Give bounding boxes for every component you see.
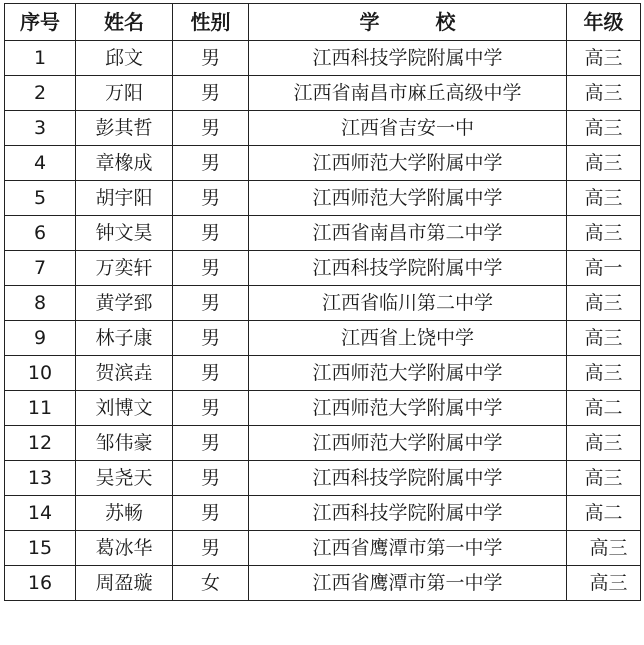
cell-school: 江西科技学院附属中学 <box>249 496 567 531</box>
table-row <box>5 426 641 461</box>
table-row <box>5 461 641 496</box>
cell-school: 江西师范大学附属中学 <box>249 356 567 391</box>
header-gender: 性别 <box>173 4 249 41</box>
cell-gender: 女 <box>173 566 249 601</box>
cell-school: 江西师范大学附属中学 <box>249 426 567 461</box>
cell-gender: 男 <box>173 321 249 356</box>
cell-gender: 男 <box>173 286 249 321</box>
cell-grade: 高三 <box>567 216 641 251</box>
cell-gender: 男 <box>173 76 249 111</box>
cell-name: 黄学郅 <box>76 286 173 321</box>
cell-school: 江西师范大学附属中学 <box>249 181 567 216</box>
table-row <box>5 181 641 216</box>
cell-gender: 男 <box>173 461 249 496</box>
cell-index: 10 <box>5 356 76 391</box>
cell-grade: 高三 <box>567 146 641 181</box>
cell-index: 14 <box>5 496 76 531</box>
cell-name: 葛冰华 <box>76 531 173 566</box>
cell-grade: 高三 <box>567 76 641 111</box>
table-row <box>5 391 641 426</box>
cell-grade: 高三 <box>567 461 641 496</box>
cell-index: 6 <box>5 216 76 251</box>
cell-index: 4 <box>5 146 76 181</box>
cell-gender: 男 <box>173 181 249 216</box>
cell-grade: 高三 <box>567 286 641 321</box>
cell-grade: 高三 <box>567 321 641 356</box>
cell-name: 贺滨垚 <box>76 356 173 391</box>
cell-grade: 高三 <box>567 531 641 566</box>
cell-name: 章橡成 <box>76 146 173 181</box>
cell-gender: 男 <box>173 426 249 461</box>
header-grade: 年级 <box>567 4 641 41</box>
table-row <box>5 321 641 356</box>
cell-school: 江西省鹰潭市第一中学 <box>249 531 567 566</box>
cell-gender: 男 <box>173 216 249 251</box>
cell-grade: 高二 <box>567 391 641 426</box>
cell-gender: 男 <box>173 111 249 146</box>
cell-grade: 高三 <box>567 356 641 391</box>
cell-gender: 男 <box>173 41 249 76</box>
table-row <box>5 216 641 251</box>
cell-grade: 高三 <box>567 426 641 461</box>
cell-index: 7 <box>5 251 76 286</box>
cell-name: 刘博文 <box>76 391 173 426</box>
header-index: 序号 <box>5 4 76 41</box>
cell-grade: 高三 <box>567 566 641 601</box>
table-row <box>5 146 641 181</box>
cell-school: 江西省鹰潭市第一中学 <box>249 566 567 601</box>
cell-grade: 高三 <box>567 181 641 216</box>
student-table-container <box>4 3 640 601</box>
cell-gender: 男 <box>173 531 249 566</box>
cell-name: 苏畅 <box>76 496 173 531</box>
table-row <box>5 531 641 566</box>
cell-gender: 男 <box>173 251 249 286</box>
cell-gender: 男 <box>173 496 249 531</box>
cell-index: 8 <box>5 286 76 321</box>
cell-name: 邹伟豪 <box>76 426 173 461</box>
cell-gender: 男 <box>173 391 249 426</box>
cell-name: 万阳 <box>76 76 173 111</box>
cell-school: 江西科技学院附属中学 <box>249 461 567 496</box>
cell-school: 江西省吉安一中 <box>249 111 567 146</box>
cell-index: 1 <box>5 41 76 76</box>
cell-school: 江西省上饶中学 <box>249 321 567 356</box>
student-table <box>4 3 641 601</box>
table-row <box>5 286 641 321</box>
cell-school: 江西科技学院附属中学 <box>249 41 567 76</box>
cell-index: 5 <box>5 181 76 216</box>
cell-school: 江西省临川第二中学 <box>249 286 567 321</box>
cell-index: 11 <box>5 391 76 426</box>
cell-grade: 高一 <box>567 251 641 286</box>
table-row <box>5 356 641 391</box>
cell-name: 吴尧天 <box>76 461 173 496</box>
cell-index: 16 <box>5 566 76 601</box>
cell-index: 2 <box>5 76 76 111</box>
cell-gender: 男 <box>173 146 249 181</box>
cell-index: 9 <box>5 321 76 356</box>
table-row <box>5 566 641 601</box>
header-school: 学 校 <box>249 4 567 41</box>
cell-grade: 高三 <box>567 41 641 76</box>
table-row <box>5 251 641 286</box>
cell-school: 江西省南昌市麻丘高级中学 <box>249 76 567 111</box>
cell-name: 胡宇阳 <box>76 181 173 216</box>
table-row <box>5 111 641 146</box>
table-row <box>5 496 641 531</box>
cell-name: 邱文 <box>76 41 173 76</box>
cell-school: 江西省南昌市第二中学 <box>249 216 567 251</box>
cell-school: 江西师范大学附属中学 <box>249 146 567 181</box>
table-row <box>5 41 641 76</box>
cell-grade: 高二 <box>567 496 641 531</box>
header-name: 姓名 <box>76 4 173 41</box>
cell-name: 林子康 <box>76 321 173 356</box>
table-row <box>5 76 641 111</box>
table-header <box>5 4 641 41</box>
cell-name: 钟文昊 <box>76 216 173 251</box>
cell-school: 江西科技学院附属中学 <box>249 251 567 286</box>
header-row <box>5 4 641 41</box>
cell-index: 3 <box>5 111 76 146</box>
cell-gender: 男 <box>173 356 249 391</box>
cell-school: 江西师范大学附属中学 <box>249 391 567 426</box>
cell-name: 周盈璇 <box>76 566 173 601</box>
cell-index: 15 <box>5 531 76 566</box>
cell-name: 万奕轩 <box>76 251 173 286</box>
cell-name: 彭其哲 <box>76 111 173 146</box>
table-body <box>5 41 641 601</box>
cell-index: 13 <box>5 461 76 496</box>
cell-index: 12 <box>5 426 76 461</box>
cell-grade: 高三 <box>567 111 641 146</box>
